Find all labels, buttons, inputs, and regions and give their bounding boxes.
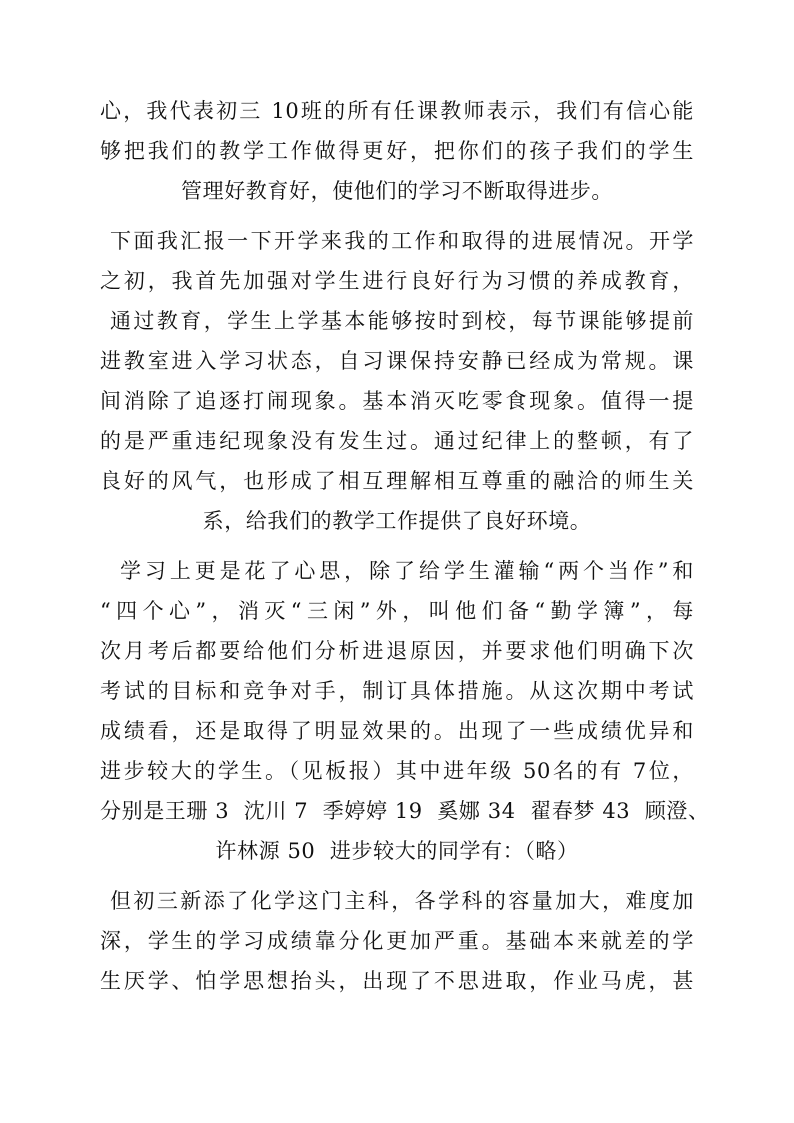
text-line: 考试的目标和竞争对手，制订具体措施。从这次期中考试 [100, 679, 694, 703]
text-line: 系，给我们的教学工作提供了良好环境。 [202, 509, 592, 533]
text-line: 分别是王珊 3 沈川 7 季婷婷 19 奚娜 34 翟春梦 43 顾澄、 [100, 799, 710, 823]
text-line: 通过教育，学生上学基本能够按时到校，每节课能够提前 [110, 309, 694, 333]
text-line: 深，学生的学习成绩靠分化更加严重。基础本来就差的学 [100, 929, 694, 953]
text-line: 下面我汇报一下开学来我的工作和取得的进展情况。开学 [110, 229, 694, 253]
text-line: 间消除了追逐打闹现象。基本消灭吃零食现象。值得一提 [100, 389, 694, 413]
text-line: 许林源 50 进步较大的同学有：（略） [215, 839, 579, 863]
text-line: 之初，我首先加强对学生进行良好行为习惯的养成教育， [100, 269, 694, 293]
text-line: 的是严重违纪现象没有发生过。通过纪律上的整顿，有了 [100, 429, 694, 453]
text-line: 进步较大的学生。（见板报）其中进年级 50名的有 7位， [100, 759, 694, 783]
text-line: 进教室进入学习状态，自习课保持安静已经成为常规。课 [100, 349, 694, 373]
text-line: 良好的风气，也形成了相互理解相互尊重的融洽的师生关 [100, 469, 694, 493]
text-line: 生厌学、怕学思想抬头，出现了不思进取，作业马虎，甚 [100, 969, 694, 993]
text-line: 管理好教育好，使他们的学习不断取得进步。 [181, 179, 613, 203]
text-line: 次月考后都要给他们分析进退原因，并要求他们明确下次 [100, 639, 694, 663]
text-line: 心，我代表初三 10班的所有任课教师表示，我们有信心能 [100, 99, 694, 123]
text-line: 成绩看，还是取得了明显效果的。出现了一些成绩优异和 [100, 719, 694, 743]
text-line: 够把我们的教学工作做得更好，把你们的孩子我们的学生 [100, 139, 694, 163]
text-line: 但初三新添了化学这门主科，各学科的容量加大，难度加 [110, 889, 694, 913]
text-line: “四个心”，消灭“三闲”外，叫他们备“勤学簿”，每 [100, 599, 694, 623]
text-line: 学习上更是花了心思，除了给学生灌输“两个当作”和 [120, 559, 694, 583]
